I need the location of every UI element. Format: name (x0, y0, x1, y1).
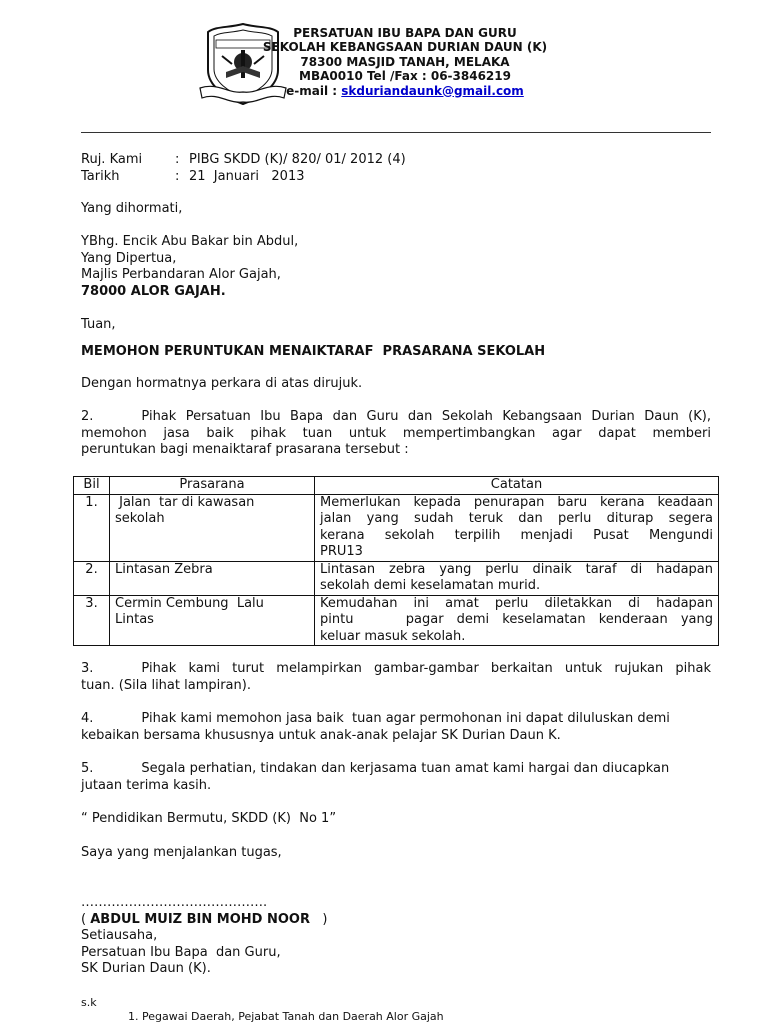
ruj-label: Ruj. Kami (81, 152, 143, 167)
row2-catatan (315, 561, 719, 595)
sig-open: ( (81, 911, 91, 927)
row2-catatan-line1: Lintasan zebra yang perlu dinaik taraf di hadapan (320, 561, 713, 577)
col-header-catatan: Catatan (315, 477, 719, 495)
school-email-line (205, 84, 605, 98)
para4-line2: kebaikan bersama khususnya untuk anak-anak pelajar SK Durian Daun K. (81, 727, 561, 743)
para3-num: 3. (81, 661, 94, 676)
para2-line3: peruntukan bagi menaiktaraf prasarana tersebut : (81, 442, 409, 457)
para5-num: 5. (81, 761, 94, 776)
row3-bil: 3. (74, 595, 110, 646)
recipient-block (81, 234, 711, 300)
para3-text1: Pihak kami turut melampirkan gambar-gambar berkaitan untuk rujukan pihak (141, 661, 711, 676)
row2-prasarana (110, 561, 315, 595)
signature-name-line (81, 912, 711, 929)
para2-text1: Pihak Persatuan Ibu Bapa dan Guru dan Sekolah Kebangsaan Durian Daun (K), (141, 409, 711, 424)
row3-catatan-line2: pintu pagar demi keselamatan kenderaan yang (320, 612, 713, 627)
ref-row-ruj (81, 151, 406, 168)
para5-line1 (81, 761, 711, 778)
signature-block (81, 895, 711, 978)
org-name: PERSATUAN IBU BAPA DAN GURU (293, 26, 517, 40)
reference-block (81, 151, 406, 185)
row3-prasarana (110, 595, 315, 646)
sig-close: ) (309, 911, 328, 927)
row3-catatan-line1: Kemudahan ini amat perlu diletakkan di hadapan (320, 595, 713, 611)
row1-prasarana (110, 494, 315, 561)
school-phone: MBA0010 Tel /Fax : 06-3846219 (299, 69, 511, 84)
paragraph-3 (81, 661, 711, 694)
para4-num: 4. (81, 711, 94, 726)
sk-label: s.k (81, 996, 97, 1009)
school-address: 78300 MASJID TANAH, MELAKA (300, 54, 510, 69)
prasarana-table (73, 476, 719, 646)
para4-line1 (81, 711, 711, 728)
row2-catatan-line2: sekolah demi keselamatan murid. (320, 578, 541, 593)
header-divider (81, 132, 711, 133)
ref-row-tarikh (81, 168, 406, 185)
signature-dots: ……………………………………. (81, 895, 268, 910)
paragraph-4 (81, 711, 711, 744)
para3-line2: tuan. (Sila lihat lampiran). (81, 677, 251, 693)
ruj-value: PIBG SKDD (K)/ 820/ 01/ 2012 (4) (189, 152, 406, 167)
row1-bil: 1. (74, 494, 110, 561)
tarikh-value: 21 Januari 2013 (189, 169, 305, 184)
row1-prasarana-line1: Jalan tar di kawasan (115, 494, 255, 510)
email-link[interactable]: skduriandaunk@gmail.com (341, 83, 524, 98)
recipient-name: YBhg. Encik Abu Bakar bin Abdul, (81, 234, 299, 249)
col-header-prasarana: Prasarana (110, 477, 315, 495)
signatory-org: Persatuan Ibu Bapa dan Guru, (81, 944, 281, 960)
recipient-city: 78000 ALOR GAJAH. (81, 283, 226, 299)
table-row (74, 561, 719, 595)
signatory-role: Setiausaha, (81, 928, 158, 943)
greeting: Yang dihormati, (81, 201, 183, 216)
row1-catatan-line2: jalan yang sudah teruk dan perlu diturap segera (320, 511, 713, 526)
recipient-title: Yang Dipertua, (81, 250, 177, 266)
row2-bil: 2. (74, 561, 110, 595)
para5-line2: jutaan terima kasih. (81, 777, 212, 793)
row3-prasarana-line1: Cermin Cembung Lalu (115, 595, 264, 611)
email-label: e-mail : (286, 83, 342, 98)
ruj-sep: : (175, 152, 180, 167)
paragraph-5 (81, 761, 711, 794)
row3-catatan (315, 595, 719, 646)
para2-line2: memohon jasa baik pihak tuan untuk mempertimbangkan agar dapat memberi (81, 425, 711, 441)
letterhead (0, 20, 768, 108)
para2-line1 (81, 409, 711, 426)
table-row (74, 595, 719, 646)
row1-catatan (315, 494, 719, 561)
para3-line1 (81, 661, 711, 678)
closing: Saya yang menjalankan tugas, (81, 845, 282, 860)
signatory-name: ABDUL MUIZ BIN MOHD NOOR (90, 911, 310, 927)
tarikh-label: Tarikh (81, 169, 120, 184)
table-header-row (74, 477, 719, 495)
row1-prasarana-line2: sekolah (115, 511, 165, 526)
row1-catatan-line3: kerana sekolah terpilih menjadi Pusat Mengundi (320, 527, 713, 543)
tarikh-sep: : (175, 169, 180, 184)
signatory-school: SK Durian Daun (K). (81, 961, 211, 976)
col-header-bil: Bil (74, 477, 110, 495)
motto: “ Pendidikan Bermutu, SKDD (K) No 1” (81, 811, 337, 826)
intro-paragraph: Dengan hormatnya perkara di atas dirujuk. (81, 376, 363, 391)
para4-text1: Pihak kami memohon jasa baik tuan agar permohonan ini dapat diluluskan demi (141, 711, 670, 726)
para5-text1: Segala perhatian, tindakan dan kerjasama tuan amat kami hargai dan diucapkan (141, 761, 670, 776)
school-name: SEKOLAH KEBANGSAAN DURIAN DAUN (K) (262, 40, 548, 55)
recipient-org: Majlis Perbandaran Alor Gajah, (81, 267, 281, 282)
row2-prasarana-line1: Lintasan Zebra (115, 561, 213, 577)
row1-catatan-line4: PRU13 (320, 544, 363, 559)
table-row (74, 494, 719, 561)
paragraph-2 (81, 409, 711, 459)
row1-catatan-line1: Memerlukan kepada penurapan baru kerana keadaan (320, 494, 713, 510)
row3-catatan-line3: keluar masuk sekolah. (320, 628, 466, 644)
row3-prasarana-line2: Lintas (115, 612, 154, 627)
salutation: Tuan, (81, 317, 116, 332)
para2-num: 2. (81, 409, 94, 424)
letter-subject: MEMOHON PERUNTUKAN MENAIKTARAF PRASARANA SEKOLAH (81, 344, 546, 359)
letterhead-text (205, 26, 605, 98)
sk-item-1: 1. Pegawai Daerah, Pejabat Tanah dan Daerah Alor Gajah (128, 1010, 444, 1023)
